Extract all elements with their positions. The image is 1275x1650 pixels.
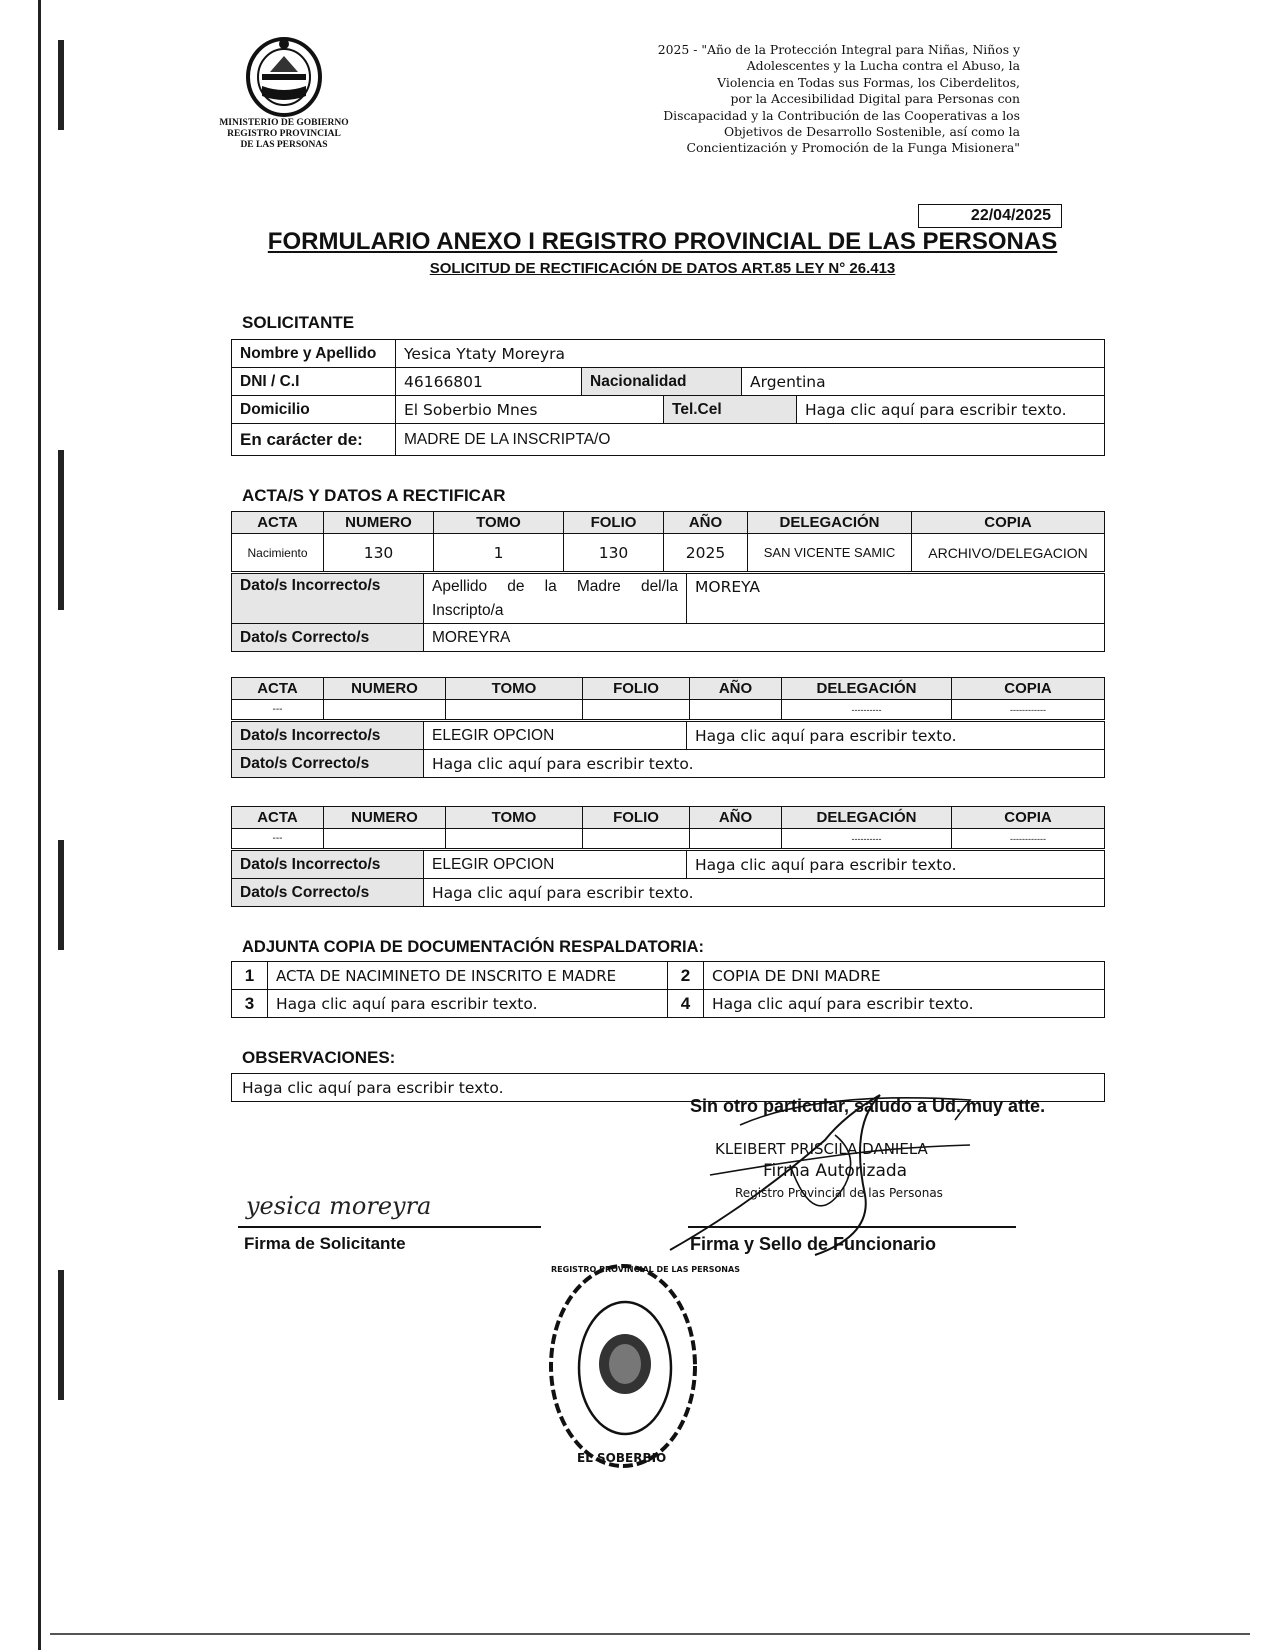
observaciones-heading: OBSERVACIONES: bbox=[242, 1048, 396, 1067]
incorrect-field-select[interactable]: ELEGIR OPCION bbox=[424, 722, 687, 750]
col-numero: NUMERO bbox=[324, 807, 446, 829]
adjunta-num: 3 bbox=[232, 990, 268, 1018]
copia-field[interactable]: ARCHIVO/DELEGACION bbox=[912, 534, 1105, 572]
col-delegacion: DELEGACIÓN bbox=[782, 807, 952, 829]
scan-mark bbox=[58, 40, 64, 130]
acta-data-table-1 bbox=[231, 573, 1105, 652]
adjunta-num: 1 bbox=[232, 962, 268, 990]
col-anio: AÑO bbox=[690, 807, 782, 829]
motto-line: Objetivos de Desarrollo Sostenible, así como la bbox=[723, 124, 1020, 140]
col-anio: AÑO bbox=[664, 512, 748, 534]
date-field[interactable]: 22/04/2025 bbox=[918, 204, 1062, 228]
incorrect-field-select[interactable]: Apellido de la Madre del/la Inscripto/a bbox=[424, 574, 687, 624]
tomo-field[interactable] bbox=[446, 829, 583, 849]
motto-line: 2025 - "Año de la Protección Integral para Niñas, Niños y bbox=[657, 42, 1020, 57]
anio-field[interactable]: 2025 bbox=[664, 534, 748, 572]
motto-line: Adolescentes y la Lucha contra el Abuso, la bbox=[746, 58, 1020, 74]
copia-field[interactable]: ------------ bbox=[952, 700, 1105, 720]
correct-value-field[interactable]: Haga clic aquí para escribir texto. bbox=[424, 750, 1105, 778]
numero-field[interactable] bbox=[324, 829, 446, 849]
org-line: DE LAS PERSONAS bbox=[240, 140, 328, 150]
incorrect-value-field[interactable]: Haga clic aquí para escribir texto. bbox=[687, 722, 1105, 750]
folio-field[interactable]: 130 bbox=[564, 534, 664, 572]
motto-line: Concientización y Promoción de la Funga Misionera" bbox=[686, 140, 1020, 156]
registry-seal bbox=[543, 1258, 740, 1478]
motto-line: por la Accesibilidad Digital para Personas con bbox=[730, 91, 1020, 107]
domicilio-field[interactable]: El Soberbio Mnes bbox=[396, 396, 664, 424]
incorrect-value-field[interactable]: Haga clic aquí para escribir texto. bbox=[687, 851, 1105, 879]
folio-field[interactable] bbox=[583, 700, 690, 720]
delegacion-field[interactable]: SAN VICENTE SAMIC bbox=[748, 534, 912, 572]
correct-label: Dato/s Correcto/s bbox=[232, 750, 424, 778]
col-copia: COPIA bbox=[912, 512, 1105, 534]
col-tomo: TOMO bbox=[446, 678, 583, 700]
acta-type-field[interactable]: --- bbox=[232, 700, 324, 720]
official-signature-line bbox=[688, 1226, 1016, 1228]
firma-solicitante-label: Firma de Solicitante bbox=[244, 1234, 406, 1253]
motto-line: Violencia en Todas sus Formas, los Ciberdelitos, bbox=[717, 74, 1020, 90]
actas-heading: ACTA/S Y DATOS A RECTIFICAR bbox=[242, 486, 506, 505]
motto-line: Discapacidad y la Contribución de las Cooperativas a los bbox=[663, 107, 1020, 123]
caracter-field[interactable]: MADRE DE LA INSCRIPTA/O bbox=[396, 424, 1105, 456]
incorrect-label: Dato/s Incorrecto/s bbox=[232, 851, 424, 879]
col-acta: ACTA bbox=[232, 807, 324, 829]
org-line: REGISTRO PROVINCIAL bbox=[227, 129, 341, 139]
tel-field[interactable]: Haga clic aquí para escribir texto. bbox=[797, 396, 1105, 424]
col-copia: COPIA bbox=[952, 678, 1105, 700]
col-folio: FOLIO bbox=[583, 807, 690, 829]
dni-field[interactable]: 46166801 bbox=[396, 368, 582, 396]
anio-field[interactable] bbox=[690, 700, 782, 720]
numero-field[interactable] bbox=[324, 700, 446, 720]
col-numero: NUMERO bbox=[324, 512, 434, 534]
stamp-line: KLEIBERT PRISCILA DANIELA bbox=[715, 1140, 928, 1158]
year-motto bbox=[560, 42, 1020, 157]
copia-field[interactable]: ------------ bbox=[952, 829, 1105, 849]
col-folio: FOLIO bbox=[564, 512, 664, 534]
seal-text: EL SOBERBIO bbox=[577, 1451, 667, 1465]
acta-table-1 bbox=[231, 511, 1105, 572]
adjunta-num: 4 bbox=[668, 990, 704, 1018]
scan-mark bbox=[58, 450, 64, 610]
col-delegacion: DELEGACIÓN bbox=[782, 678, 952, 700]
col-folio: FOLIO bbox=[583, 678, 690, 700]
incorrect-label: Dato/s Incorrecto/s bbox=[232, 722, 424, 750]
adjunta-num: 2 bbox=[668, 962, 704, 990]
nombre-field[interactable]: Yesica Ytaty Moreyra bbox=[396, 340, 1105, 368]
scan-border-line bbox=[38, 0, 41, 1650]
incorrect-field-select[interactable]: ELEGIR OPCION bbox=[424, 851, 687, 879]
adjunta-heading: ADJUNTA COPIA DE DOCUMENTACIÓN RESPALDATORIA: bbox=[242, 938, 704, 956]
acta-table-3 bbox=[231, 806, 1105, 849]
tomo-field[interactable]: 1 bbox=[434, 534, 564, 572]
stamp-line: Registro Provincial de las Personas bbox=[735, 1186, 943, 1200]
col-tomo: TOMO bbox=[446, 807, 583, 829]
adjunta-item[interactable]: COPIA DE DNI MADRE bbox=[704, 962, 1105, 990]
seal-text: REGISTRO PROVINCIAL DE LAS PERSONAS bbox=[551, 1265, 740, 1274]
scan-mark bbox=[58, 1270, 64, 1400]
acta-type-field[interactable]: --- bbox=[232, 829, 324, 849]
solicitante-table bbox=[231, 339, 1105, 456]
incorrect-value-field[interactable]: MOREYA bbox=[687, 574, 1105, 624]
applicant-signature-line bbox=[238, 1226, 541, 1228]
col-acta: ACTA bbox=[232, 678, 324, 700]
provincial-coat-of-arms-logo bbox=[240, 36, 328, 118]
correct-value-field[interactable]: MOREYRA bbox=[424, 624, 1105, 652]
org-line: MINISTERIO DE GOBIERNO bbox=[219, 118, 349, 128]
form-subtitle: SOLICITUD DE RECTIFICACIÓN DE DATOS ART.85 LEY N° 26.413 bbox=[429, 260, 896, 277]
nacionalidad-field[interactable]: Argentina bbox=[742, 368, 1105, 396]
delegacion-field[interactable]: ---------- bbox=[782, 700, 952, 720]
acta-type-field[interactable]: Nacimiento bbox=[232, 534, 324, 572]
form-title: FORMULARIO ANEXO I REGISTRO PROVINCIAL DE LAS PERSONAS bbox=[267, 228, 1058, 255]
stamp-line: Firma Autorizada bbox=[763, 1161, 908, 1181]
col-numero: NUMERO bbox=[324, 678, 446, 700]
correct-label: Dato/s Correcto/s bbox=[232, 624, 424, 652]
correct-value-field[interactable]: Haga clic aquí para escribir texto. bbox=[424, 879, 1105, 907]
firma-funcionario-label: Firma y Sello de Funcionario bbox=[690, 1234, 937, 1254]
col-copia: COPIA bbox=[952, 807, 1105, 829]
adjunta-item[interactable]: Haga clic aquí para escribir texto. bbox=[268, 990, 668, 1018]
organization-name bbox=[210, 118, 358, 151]
acta-table-2 bbox=[231, 677, 1105, 720]
col-delegacion: DELEGACIÓN bbox=[748, 512, 912, 534]
scan-mark bbox=[58, 840, 64, 950]
nombre-label: Nombre y Apellido bbox=[232, 340, 396, 368]
adjunta-table bbox=[231, 961, 1105, 1018]
caracter-label: En carácter de: bbox=[232, 424, 396, 456]
dni-label: DNI / C.I bbox=[232, 368, 396, 396]
adjunta-item[interactable]: Haga clic aquí para escribir texto. bbox=[704, 990, 1105, 1018]
solicitante-heading: SOLICITANTE bbox=[242, 313, 355, 332]
tomo-field[interactable] bbox=[446, 700, 583, 720]
col-acta: ACTA bbox=[232, 512, 324, 534]
delegacion-field[interactable]: ---------- bbox=[782, 829, 952, 849]
anio-field[interactable] bbox=[690, 829, 782, 849]
col-anio: AÑO bbox=[690, 678, 782, 700]
numero-field[interactable]: 130 bbox=[324, 534, 434, 572]
closing-text: Sin otro particular, saludo a Ud. muy atte. bbox=[690, 1096, 1046, 1116]
applicant-signature: yesica moreyra bbox=[246, 1192, 432, 1220]
domicilio-label: Domicilio bbox=[232, 396, 396, 424]
folio-field[interactable] bbox=[583, 829, 690, 849]
correct-label: Dato/s Correcto/s bbox=[232, 879, 424, 907]
incorrect-label: Dato/s Incorrecto/s bbox=[232, 574, 424, 624]
acta-data-table-2 bbox=[231, 721, 1105, 778]
tel-label: Tel.Cel bbox=[664, 396, 797, 424]
acta-data-table-3 bbox=[231, 850, 1105, 907]
adjunta-item[interactable]: ACTA DE NACIMINETO DE INSCRITO E MADRE bbox=[268, 962, 668, 990]
nacionalidad-label: Nacionalidad bbox=[582, 368, 742, 396]
scan-bottom-line bbox=[50, 1633, 1250, 1635]
col-tomo: TOMO bbox=[434, 512, 564, 534]
observaciones-field[interactable]: Haga clic aquí para escribir texto. bbox=[232, 1074, 1105, 1102]
